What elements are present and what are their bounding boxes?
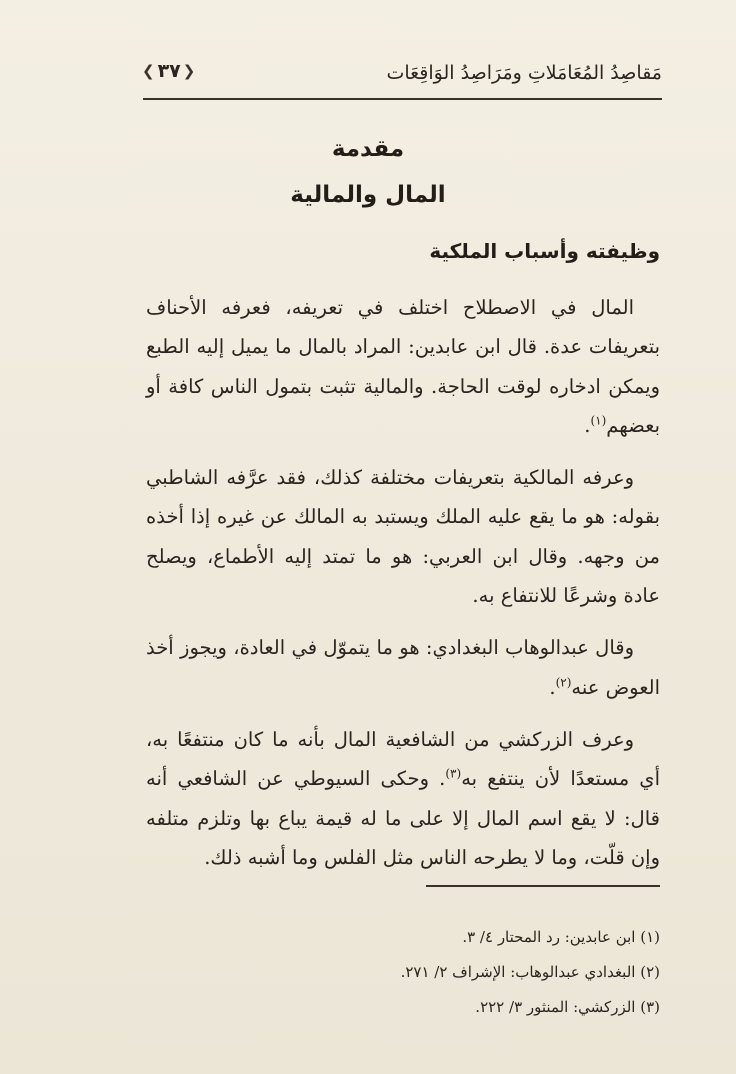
running-title: مَقاصِدُ المُعَامَلاتِ ومَرَاصِدُ الوَاقِعَات: [386, 62, 662, 84]
paragraph-text: وقال عبدالوهاب البغدادي: هو ما يتموّل في العادة، ويجوز أخذ العوض عنه: [146, 636, 660, 699]
paragraph: [146, 720, 660, 877]
footnote-item: (٣) الزركشي: المنثور ٣/ ٢٢٢.: [475, 998, 660, 1016]
paragraph-tail: . وحكى السيوطي عن الشافعي أنه قال: لا يقع اسم المال إلا على ما له قيمة يباع بها وتلزم متلفه وإن قلّت، وما لا يطرحه الناس مثل الفلس وما أشبه ذلك.: [146, 767, 660, 869]
page-number-text: ٣٧: [157, 60, 181, 82]
header-rule: [143, 98, 662, 100]
ornament-right-icon: ❯: [182, 62, 197, 80]
footnote-item: (٢) البغدادي عبدالوهاب: الإشراف ٢/ ٢٧١.: [400, 963, 660, 981]
paragraph-text: المال في الاصطلاح اختلف في تعريفه، فعرفه الأحناف بتعريفات عدة. قال ابن عابدين: المراد بالمال ما يميل إليه الطبع ويمكن ادخاره لوقت الحاجة. والمالية تثبت بتمول الناس كافة أو بعضهم: [146, 296, 660, 437]
chapter-title: المال والمالية: [290, 182, 446, 208]
paragraph-text: وعرفه المالكية بتعريفات مختلفة كذلك، فقد عرَّفه الشاطبي بقوله: هو ما يقع عليه الملك ويستبد به المالك عن غيره إذا أخذه من وجهه. وقال ابن العربي: هو ما تمتد إليه الأطماع، ويصلح عادة وشرعًا للانتفاع به.: [146, 466, 660, 608]
footnote-ref[interactable]: (١): [590, 413, 607, 428]
paragraph-tail: .: [549, 675, 556, 699]
paragraph: [146, 288, 660, 445]
running-head: [140, 56, 662, 96]
footnote-ref[interactable]: (٢): [555, 675, 572, 690]
section-heading: مقدمة: [331, 136, 405, 162]
subsection-heading: وظيفته وأسباب الملكية: [429, 239, 660, 263]
body-text: [146, 288, 660, 890]
ornament-left-icon: ❮: [142, 62, 156, 80]
paragraph-tail: .: [584, 413, 591, 437]
footnotes: [146, 920, 660, 1025]
footnote-ref[interactable]: (٣): [445, 766, 462, 781]
paragraph-text: وعرف الزركشي من الشافعية المال بأنه ما كان منتفعًا به، أي مستعدًا لأن ينتفع به: [146, 727, 660, 791]
paragraph: [146, 628, 660, 707]
footnote-rule: [426, 885, 660, 887]
footnote-item: (١) ابن عابدين: رد المحتار ٤/ ٣.: [462, 928, 660, 946]
paragraph: [146, 458, 660, 615]
page-number: [140, 60, 198, 82]
